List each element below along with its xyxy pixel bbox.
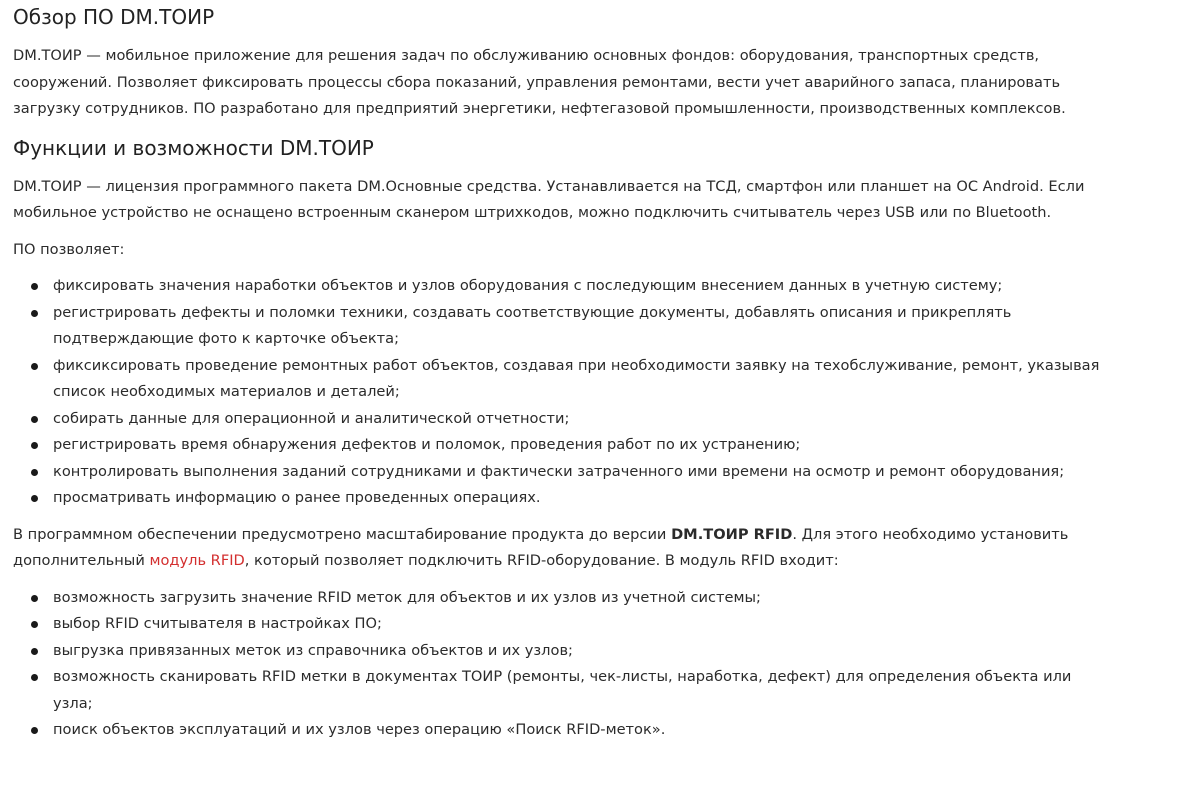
functions-list	[13, 273, 1186, 512]
list-item	[53, 300, 1186, 353]
list-item-text: возможность загрузить значение RFID меток для объектов и их узлов из учетной системы;	[53, 588, 761, 606]
allows-label: ПО позволяет:	[13, 240, 125, 258]
rfid-list	[13, 585, 1186, 744]
overview-paragraph	[13, 43, 1186, 123]
list-item-text: выгрузка привязанных меток из справочника объектов и их узлов;	[53, 641, 573, 659]
article	[0, 4, 1186, 744]
functions-intro-line: DM.ТОИР — лицензия программного пакета DM.Основные средства. Устанавливается на ТСД, смартфон или планшет на ОС Android. Если	[13, 177, 1085, 195]
list-item	[53, 664, 1186, 717]
list-item-text: поиск объектов эксплуатаций и их узлов через операцию «Поиск RFID-меток».	[53, 721, 666, 738]
rfid-text: дополнительный	[13, 552, 150, 569]
list-item-text: собирать данные для операционной и аналитической отчетности;	[53, 409, 570, 427]
list-item-text: фиксировать значения наработки объектов и узлов оборудования с последующим внесением данных в учетную систему;	[53, 277, 1003, 294]
list-item-text: подтверждающие фото к карточке объекта;	[53, 330, 400, 347]
rfid-text: , который позволяет подключить RFID-оборудование. В модуль RFID входит:	[244, 552, 839, 569]
list-item-text: возможность сканировать RFID метки в документах ТОИР (ремонты, чек-листы, наработка, дефект) для определения объекта или	[53, 668, 1072, 685]
rfid-text: В программном обеспечении предусмотрено масштабирование продукта до версии	[13, 525, 672, 543]
rfid-paragraph	[13, 522, 1186, 575]
list-item-text: контролировать выполнения заданий сотрудниками и фактически затраченного ими времени на осмотр и ремонт оборудования;	[53, 462, 1065, 480]
list-item	[53, 432, 1186, 459]
list-item-text: список необходимых материалов и деталей;	[53, 383, 400, 400]
functions-intro-line: мобильное устройство не оснащено встроенным сканером штрихкодов, можно подключить считыватель через USB или по Bluetooth.	[13, 204, 1052, 221]
list-item	[53, 611, 1186, 638]
rfid-module-link[interactable]: модуль RFID	[149, 552, 245, 569]
list-item	[53, 717, 1186, 744]
list-item	[53, 585, 1186, 612]
list-item	[53, 406, 1186, 433]
list-item	[53, 485, 1186, 512]
list-item	[53, 638, 1186, 665]
overview-line: загрузку сотрудников. ПО разработано для предприятий энергетики, нефтегазовой промышленности, производственных комплексов.	[13, 100, 1066, 117]
list-item	[53, 459, 1186, 486]
overview-line: сооружений. Позволяет фиксировать процессы сбора показаний, управления ремонтами, вести учет аварийного запаса, планировать	[13, 73, 1061, 91]
list-item	[53, 353, 1186, 406]
rfid-text: . Для этого необходимо установить	[792, 525, 1069, 543]
list-item-text: регистрировать дефекты и поломки техники, создавать соответствующие документы, добавлять описания и прикреплять	[53, 303, 1012, 321]
functions-heading: Функции и возможности DM.ТОИР	[13, 135, 374, 160]
list-item	[53, 273, 1186, 300]
rfid-product-name: DM.ТОИР RFID	[671, 525, 793, 543]
overview-line: DM.ТОИР — мобильное приложение для решения задач по обслуживанию основных фондов: оборудования, транспортных средств,	[13, 47, 1040, 64]
list-item-text: фиксиксировать проведение ремонтных работ объектов, создавая при необходимости заявку на техобслуживание, ремонт, указывая	[53, 356, 1100, 374]
list-item-text: узла;	[53, 694, 93, 712]
list-item-text: просматривать информацию о ранее проведенных операциях.	[53, 489, 541, 506]
list-item-text: регистрировать время обнаружения дефектов и поломок, проведения работ по их устранению;	[53, 436, 801, 453]
functions-intro	[13, 174, 1186, 227]
list-item-text: выбор RFID считывателя в настройках ПО;	[53, 615, 382, 632]
overview-heading: Обзор ПО DM.ТОИР	[13, 5, 215, 29]
